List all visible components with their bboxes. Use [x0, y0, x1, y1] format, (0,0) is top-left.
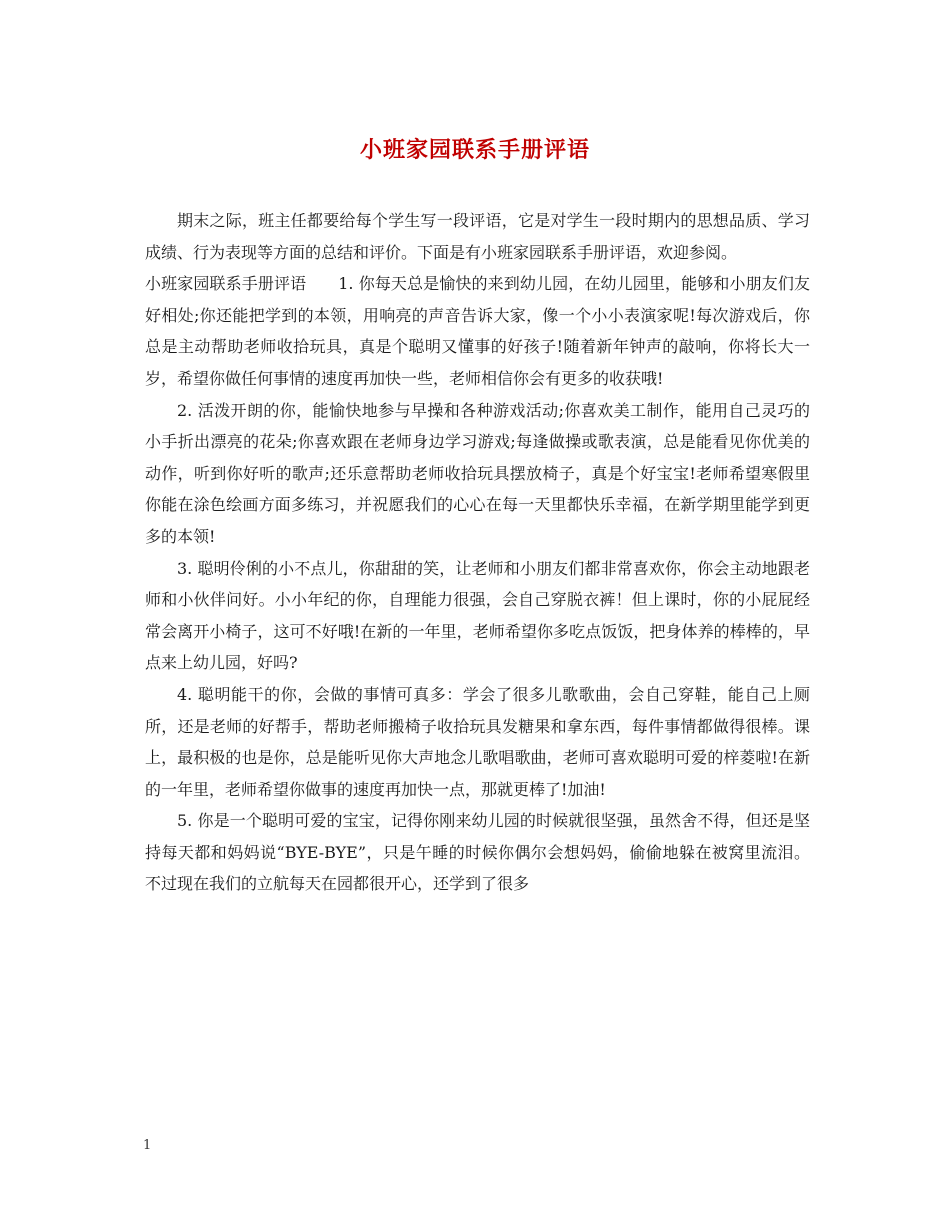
document-body	[145, 205, 810, 900]
document-title: 小班家园联系手册评语	[359, 137, 590, 163]
comment-item-4: 4. 聪明能干的你，会做的事情可真多：学会了很多儿歌歌曲，会自己穿鞋，能自己上厕所，还是老师的好帮手，帮助老师搬椅子收拾玩具发糖果和拿东西，每件事情都做得很棒。课上，最积极的也是你，总是能听见你大声地念儿歌唱歌曲，老师可喜欢聪明可爱的梓菱啦!在新的一年里，老师希望你做事的速度再加快一点，那就更棒了!加油!	[145, 684, 810, 799]
comment-item-5: 5. 你是一个聪明可爱的宝宝，记得你刚来幼儿园的时候就很坚强，虽然舍不得，但还是坚持每天都和妈妈说“BYE-BYE”，只是午睡的时候你偶尔会想妈妈，偷偷地躲在被窝里流泪。不过现在我们的立航每天在园都很开心，还学到了很多	[145, 811, 810, 894]
intro-paragraph: 期末之际，班主任都要给每个学生写一段评语，它是对学生一段时期内的思想品质、学习成绩、行为表现等方面的总结和评价。下面是有小班家园联系手册评语，欢迎参阅。	[145, 211, 810, 262]
section-heading: 小班家园联系手册评语	[145, 274, 307, 294]
comment-item-3: 3. 聪明伶俐的小不点儿，你甜甜的笑，让老师和小朋友们都非常喜欢你，你会主动地跟老师和小伙伴问好。小小年纪的你，自理能力很强，会自己穿脱衣裤！但上课时，你的小屁屁经常会离开小椅子，这可不好哦!在新的一年里，老师希望你多吃点饭饭，把身体养的棒棒的，早点来上幼儿园，好吗?	[145, 558, 810, 673]
page-number: 1	[143, 1138, 152, 1153]
comment-item-1: 1. 你每天总是愉快的来到幼儿园，在幼儿园里，能够和小朋友们友好相处;你还能把学到的本领，用响亮的声音告诉大家，像一个小小表演家呢!每次游戏后，你总是主动帮助老师收拾玩具，真是个聪明又懂事的好孩子!随着新年钟声的敲响，你将长大一岁，希望你做任何事情的速度再加快一些，老师相信你会有更多的收获哦!	[145, 274, 810, 388]
comment-item-1-paragraph	[145, 268, 810, 394]
comment-item-2: 2. 活泼开朗的你，能愉快地参与早操和各种游戏活动;你喜欢美工制作，能用自己灵巧的小手折出漂亮的花朵;你喜欢跟在老师身边学习游戏;每逢做操或歌表演，总是能看见你优美的动作，听到你好听的歌声;还乐意帮助老师收拾玩具摆放椅子，真是个好宝宝!老师希望寒假里你能在涂色绘画方面多练习，并祝愿我们的心心在每一天里都快乐幸福，在新学期里能学到更多的本领!	[145, 400, 810, 546]
